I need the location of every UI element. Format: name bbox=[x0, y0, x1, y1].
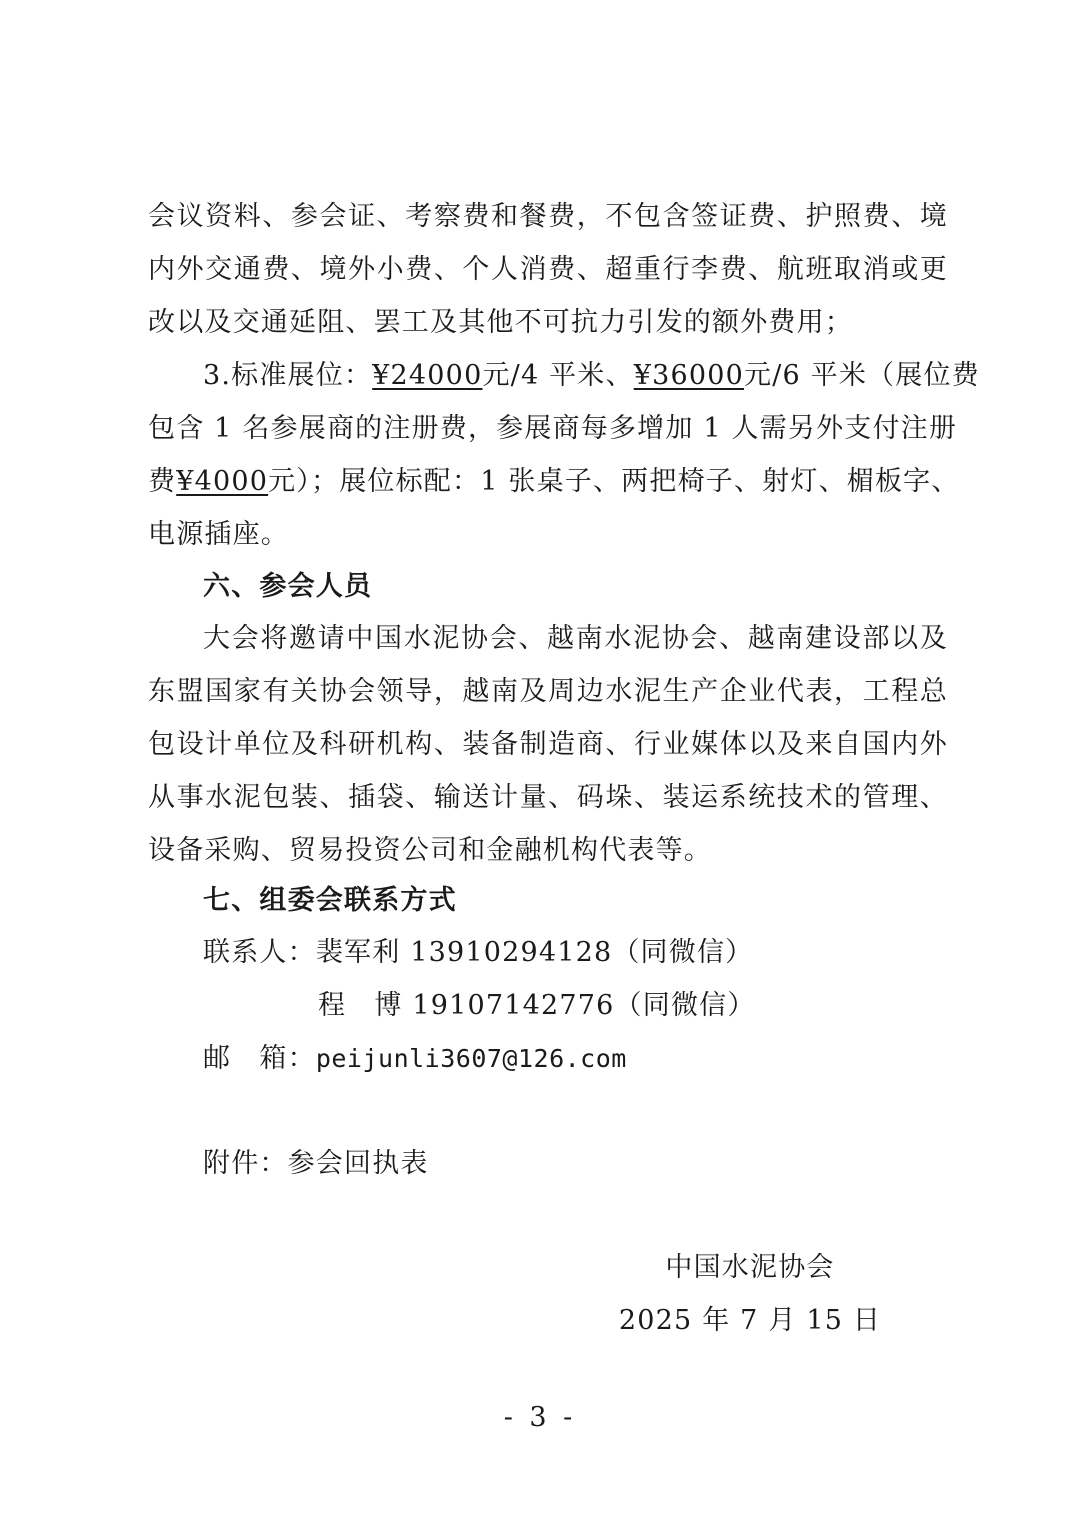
booth-equipment: 元）；展位标配：1 张桌子、两把椅子、射灯、楣板字、 bbox=[268, 466, 960, 497]
section-6-line-2: 东盟国家有关协会领导，越南及周边水泥生产企业代表，工程总 bbox=[148, 676, 948, 707]
booth-label: 3.标准展位： bbox=[203, 360, 373, 391]
body-line-1: 会议资料、参会证、考察费和餐费，不包含签证费、护照费、境 bbox=[148, 201, 948, 232]
attachment-note: 附件：参会回执表 bbox=[203, 1148, 429, 1179]
email-address[interactable]: peijunli3607@126.com bbox=[315, 1044, 627, 1073]
contact-row-1 bbox=[203, 933, 948, 973]
section-6-line-1: 大会将邀请中国水泥协会、越南水泥协会、越南建设部以及 bbox=[203, 623, 948, 654]
booth-fee-prefix: 费 bbox=[148, 466, 177, 497]
body-line-3: 改以及交通延阻、罢工及其他不可抗力引发的额外费用； bbox=[148, 307, 853, 338]
booth-line-2: 包含 1 名参展商的注册费，参展商每多增加 1 人需另外支付注册 bbox=[148, 413, 958, 444]
email-label: 邮 箱： bbox=[203, 1043, 316, 1074]
section-7-heading: 七、组委会联系方式 bbox=[203, 885, 457, 916]
booth-line-1 bbox=[203, 356, 980, 396]
booth-line-4: 电源插座。 bbox=[148, 519, 289, 550]
booth-line-3 bbox=[148, 462, 960, 502]
section-6-line-5: 设备采购、贸易投资公司和金融机构代表等。 bbox=[148, 835, 712, 866]
body-line-2: 内外交通费、境外小费、个人消费、超重行李费、航班取消或更 bbox=[148, 254, 948, 285]
section-6-heading: 六、参会人员 bbox=[203, 571, 373, 602]
booth-price-4sqm: ¥24000 bbox=[372, 360, 483, 391]
booth-unit-6sqm: 元/6 平米（展位费 bbox=[744, 360, 980, 391]
contact-label: 联系人： bbox=[203, 937, 316, 968]
contact-person-1: 裴军利 13910294128（同微信） bbox=[315, 937, 754, 968]
contact-person-2: 程 博 19107142776（同微信） bbox=[318, 990, 756, 1021]
section-6-line-4: 从事水泥包装、插袋、输送计量、码垛、装运系统技术的管理、 bbox=[148, 782, 948, 813]
booth-unit-4sqm: 元/4 平米、 bbox=[482, 360, 634, 391]
signature-org: 中国水泥协会 bbox=[665, 1252, 835, 1283]
booth-price-6sqm: ¥36000 bbox=[633, 360, 744, 391]
section-6-line-3: 包设计单位及科研机构、装备制造商、行业媒体以及来自国内外 bbox=[148, 729, 948, 760]
email-row bbox=[203, 1039, 948, 1079]
page-number: - 3 - bbox=[503, 1402, 577, 1433]
booth-extra-fee: ¥4000 bbox=[176, 466, 269, 497]
signature-date: 2025 年 7 月 15 日 bbox=[618, 1305, 882, 1336]
